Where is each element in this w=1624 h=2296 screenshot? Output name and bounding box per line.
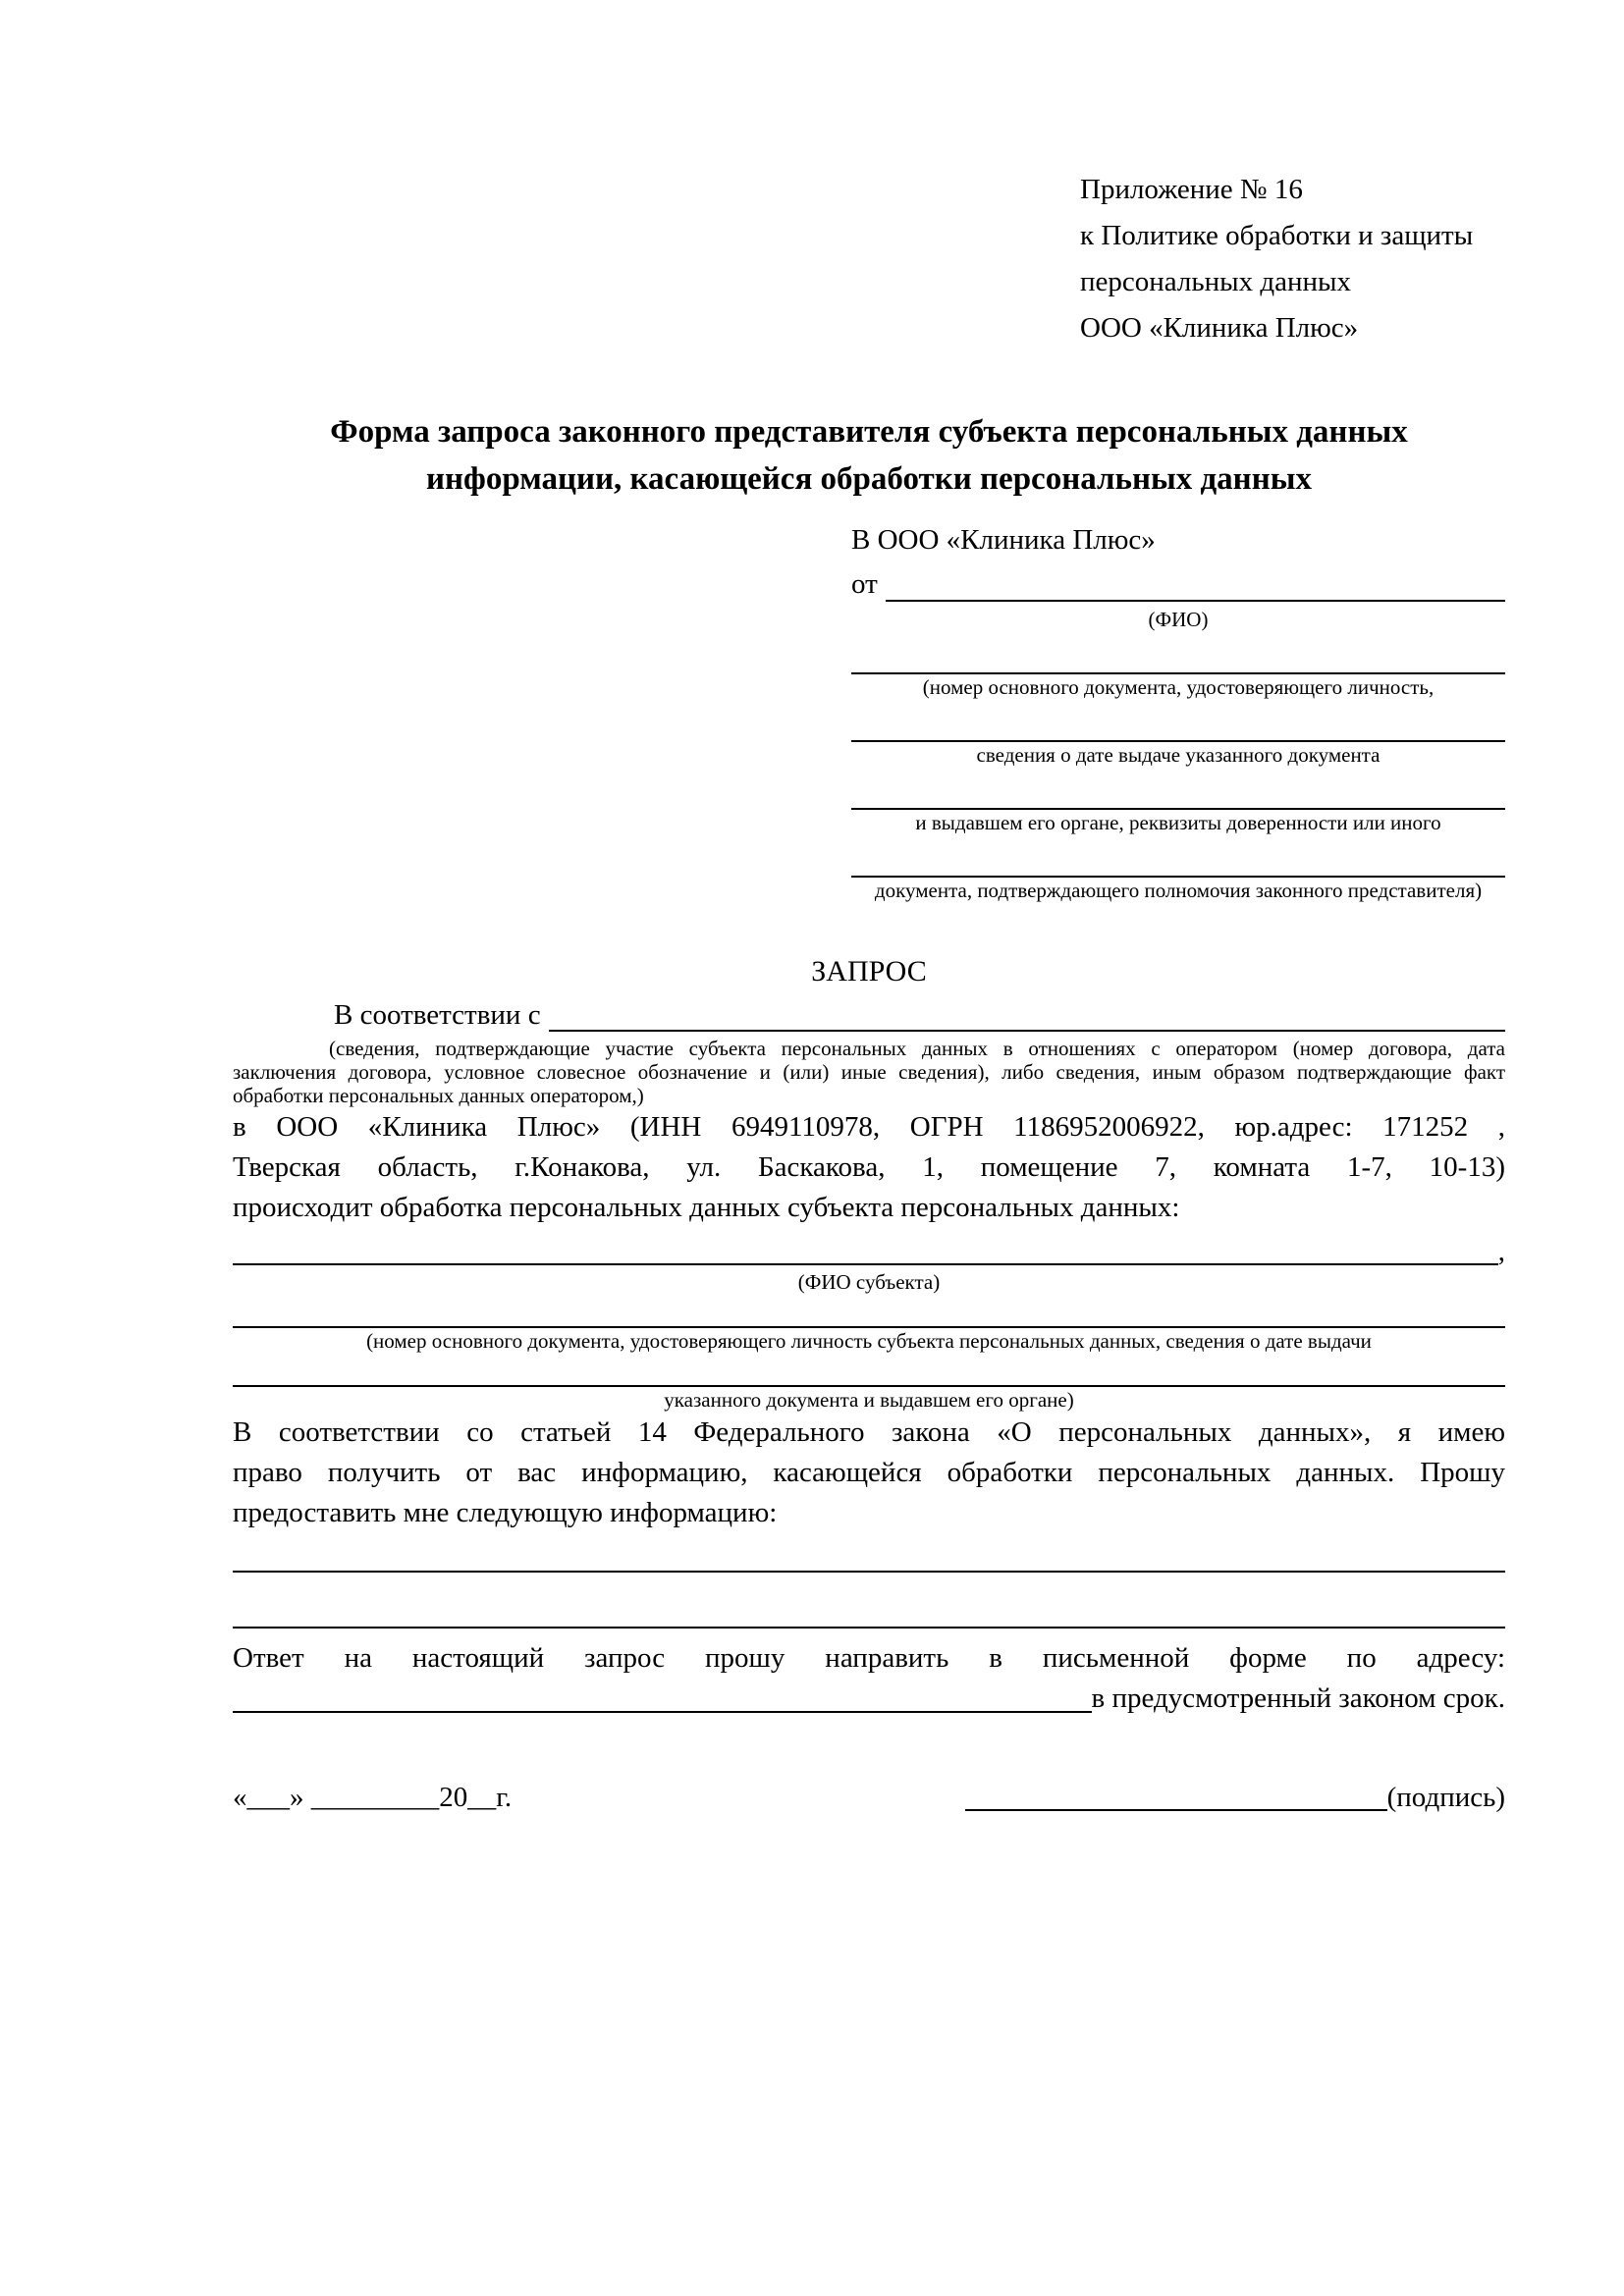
- intro-indent: [233, 993, 334, 1037]
- addressee-block: [851, 518, 1505, 903]
- appendix-line-2: к Политике обработки и защиты: [1080, 220, 1474, 251]
- appendix-line-1: Приложение № 16: [1080, 174, 1303, 205]
- intro-fill-line: [549, 993, 1505, 1032]
- subject-fio-comma: ,: [1497, 1236, 1505, 1267]
- appendix-line-3: персональных данных: [1080, 266, 1352, 297]
- intro-note-line-1: (сведения, подтверждающие участие субъекта персональных данных в отношениях с оператором (номер договора, дата: [329, 1037, 1505, 1060]
- intro-note-line-3: обработки персональных данных оператором,): [233, 1084, 644, 1107]
- addressee-organization: В ООО «Клиника Плюс»: [851, 524, 1156, 556]
- representative-doc-caption-2: сведения о дате выдаче указанного документа: [976, 743, 1380, 767]
- from-label: от: [851, 568, 878, 600]
- representative-doc-caption-4: документа, подтверждающего полномочия законного представителя): [874, 879, 1483, 902]
- appendix-block: [1080, 167, 1505, 351]
- form-title-line-2: информации, касающейся обработки персональных данных: [426, 461, 1312, 497]
- law-line-2: право получить от вас информацию, касающейся обработки персональных данных. Прошу: [233, 1457, 1505, 1488]
- reply-row: [233, 1679, 1505, 1719]
- form-title-line-1: Форма запроса законного представителя субъекта персональных данных: [330, 414, 1408, 450]
- intro-row: [233, 993, 1505, 1037]
- operator-line-2: Тверская область, г.Конакова, ул. Баскакова, 1, помещение 7, комната 1-7, 10-13): [233, 1151, 1505, 1183]
- representative-doc-blank-1: [851, 632, 1505, 674]
- reply-address-fill-line: [233, 1679, 1092, 1713]
- law-line-1: В соответствии со статьей 14 Федерального закона «О персональных данных», я имею: [233, 1416, 1505, 1448]
- signature-row: [233, 1776, 1505, 1819]
- law-line-3: предоставить мне следующую информацию:: [233, 1497, 778, 1528]
- subject-doc-blank-2: [233, 1354, 1505, 1387]
- subject-fio-fill-line: [233, 1234, 1498, 1265]
- representative-doc-blank-2: [851, 700, 1505, 742]
- representative-doc-caption-1: (номер основного документа, удостоверяющего личность,: [922, 675, 1435, 699]
- reply-line-1: Ответ на настоящий запрос прошу направить в письменной форме по адресу:: [233, 1642, 1505, 1674]
- subject-doc-caption-2: указанного документа и выдавшем его органе): [664, 1388, 1074, 1412]
- signature-area: [965, 1776, 1505, 1819]
- intro-note-line-2: заключения договора, условное словесное обозначение и (или) иные сведения), либо сведения, иным образом подтверждающие факт: [233, 1060, 1505, 1084]
- subject-fio-row: [233, 1234, 1505, 1269]
- representative-doc-caption-3: и выдавшем его органе, реквизиты доверенности или иного: [915, 811, 1441, 834]
- operator-line-1: в ООО «Клиника Плюс» (ИНН 6949110978, ОГРН 1186952006922, юр.адрес: 171252 ,: [233, 1111, 1505, 1143]
- from-fill-line: [886, 562, 1505, 602]
- representative-doc-blank-4: [851, 835, 1505, 878]
- subject-doc-caption-1: (номер основного документа, удостоверяющего личность субъекта персональных данных, сведения о дате выдачи: [366, 1329, 1372, 1353]
- reply-line-2-suffix: в предусмотренный законом срок.: [1091, 1682, 1505, 1714]
- request-heading: ЗАПРОС: [811, 955, 927, 988]
- signature-fill-line: [965, 1776, 1387, 1811]
- operator-line-3: происходит обработка персональных данных субъекта персональных данных:: [233, 1192, 1180, 1223]
- representative-doc-blank-3: [851, 768, 1505, 810]
- requested-info-blank-2: [233, 1627, 1505, 1629]
- subject-fio-caption: (ФИО субъекта): [797, 1270, 941, 1294]
- appendix-line-4: ООО «Клиника Плюс»: [1080, 312, 1359, 344]
- requested-info-blank-1: [233, 1571, 1505, 1573]
- from-row: [851, 562, 1505, 607]
- intro-label: В соответствии с: [334, 999, 541, 1031]
- subject-doc-blank-1: [233, 1295, 1505, 1328]
- form-title: [233, 408, 1505, 503]
- fio-caption: (ФИО): [1148, 608, 1209, 631]
- date-line: «___» _________20__г.: [233, 1782, 513, 1813]
- signature-caption: (подпись): [1386, 1782, 1505, 1813]
